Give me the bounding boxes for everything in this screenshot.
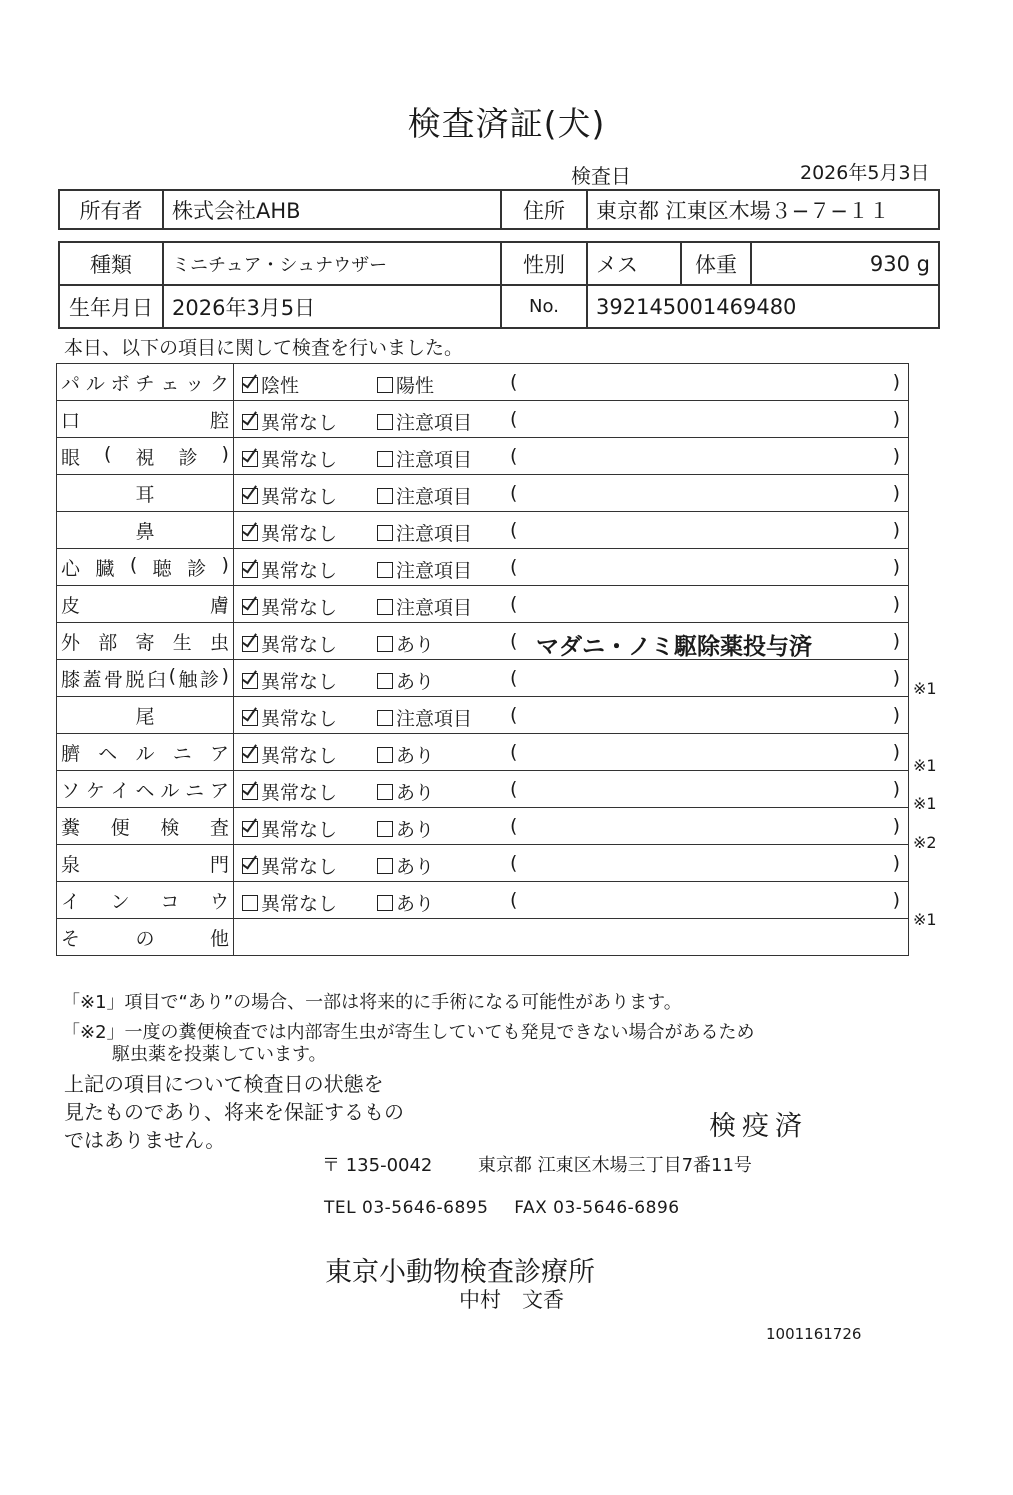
option-label: あり [396, 745, 435, 767]
footnote-1: 「※1」項目で“あり”の場合、一部は将来的に手術になる可能性があります。 [62, 992, 682, 1013]
document-number: 1001161726 [766, 1325, 862, 1343]
check-item-text: 尾 [135, 705, 155, 728]
option-label: 陽性 [396, 375, 435, 397]
option-label: 注意項目 [396, 523, 473, 545]
check-result [234, 660, 909, 697]
option-abnormal [377, 704, 472, 731]
option-abnormal [377, 630, 434, 657]
label-char: 脱 [125, 668, 145, 691]
label-char: 臓 [95, 557, 115, 580]
check-item-label [57, 734, 234, 771]
label-char: ( [129, 553, 138, 576]
label-char: 視 [135, 446, 155, 469]
footnote-mark: ※1 [913, 756, 937, 775]
paren-open: ( [510, 371, 518, 393]
label-char: パ [61, 372, 81, 395]
label-char: ア [209, 742, 229, 765]
paren-close: ) [892, 482, 900, 504]
weight-label: 体重 [681, 242, 751, 285]
label-char: ン [110, 890, 130, 913]
label-char: イ [110, 779, 130, 802]
checkbox [242, 414, 258, 430]
checkbox [242, 895, 258, 911]
intro-text: 本日、以下の項目に関して検査を行いました。 [64, 337, 464, 359]
check-item-text [61, 554, 229, 581]
option-label: 注意項目 [396, 412, 473, 434]
option-label: あり [396, 893, 435, 915]
caveat-line: 見たものであり、将来を保証するもの [64, 1100, 404, 1124]
check-result [234, 697, 909, 734]
label-char: ヘ [98, 742, 118, 765]
paren-close: ) [892, 778, 900, 800]
label-char: 他 [209, 927, 229, 950]
option-label: あり [396, 819, 435, 841]
label-char: ェ [160, 372, 180, 395]
option-label: 注意項目 [396, 560, 473, 582]
footnote-mark: ※1 [913, 679, 937, 699]
label-char: ア [209, 779, 229, 802]
check-item-text [61, 739, 229, 766]
option-label: 異常なし [261, 560, 338, 582]
label-char: ) [221, 664, 229, 687]
option-abnormal [377, 815, 434, 842]
label-char: 査 [209, 816, 229, 839]
label-char: 外 [61, 631, 81, 654]
label-char: 検 [160, 816, 180, 839]
owner-label: 所有者 [59, 190, 163, 229]
paren-open: ( [510, 704, 518, 726]
sex-value: メス [587, 242, 681, 285]
check-result [234, 438, 909, 475]
table-row [57, 845, 909, 882]
paren-open: ( [510, 519, 518, 541]
option-normal [242, 630, 337, 657]
checkbox [242, 525, 258, 541]
check-item-label [57, 586, 234, 623]
label-char: 便 [110, 816, 130, 839]
label-char: ル [135, 742, 155, 765]
check-item-text [61, 813, 229, 840]
document-title: 検査済証(犬) [407, 104, 606, 143]
option-normal [242, 408, 337, 435]
option-abnormal [377, 778, 434, 805]
label-char: 腔 [209, 409, 229, 432]
paren-open: ( [510, 741, 518, 763]
option-label: 注意項目 [396, 449, 473, 471]
checkbox [377, 488, 393, 504]
table-row [57, 512, 909, 549]
check-result [234, 623, 909, 660]
label-char: 骨 [104, 668, 124, 691]
check-item-text [61, 369, 229, 396]
check-item-label [57, 623, 234, 660]
label-char: ヘ [135, 779, 155, 802]
label-char: ウ [209, 890, 229, 913]
paren-close: ) [892, 445, 900, 467]
exam-date: 2026年5月3日 [800, 162, 930, 184]
check-result [234, 475, 909, 512]
caveat [64, 1070, 404, 1154]
checkbox [377, 710, 393, 726]
caveat-line: 上記の項目について検査日の状態を [64, 1072, 384, 1096]
check-item-label [57, 882, 234, 919]
label-char: 口 [61, 409, 81, 432]
label-char: 糞 [61, 816, 81, 839]
check-item-text [61, 443, 229, 470]
label-char: ル [160, 779, 180, 802]
table-row [57, 364, 909, 401]
checkbox [377, 377, 393, 393]
option-normal [242, 371, 299, 398]
footnote-mark: ※2 [913, 832, 937, 852]
breed-label: 種類 [59, 242, 163, 285]
label-char: ニ [172, 742, 192, 765]
label-char: ( [104, 442, 112, 465]
checkbox [242, 636, 258, 652]
option-normal [242, 593, 337, 620]
sex-label: 性別 [501, 242, 587, 285]
option-label: 異常なし [261, 486, 338, 508]
caveat-line: ではありません。 [64, 1128, 226, 1152]
option-abnormal [377, 519, 472, 546]
label-char: 皮 [61, 594, 81, 617]
checkbox [377, 747, 393, 763]
option-normal [242, 852, 337, 879]
table-row [57, 623, 909, 660]
option-normal [242, 704, 337, 731]
table-row [57, 882, 909, 919]
option-label: あり [396, 634, 435, 656]
check-note: マダニ・ノミ駆除薬投与済 [536, 634, 812, 660]
label-char: チ [135, 372, 155, 395]
clinic-address [322, 1151, 752, 1177]
table-row [57, 660, 909, 697]
check-item-text: 耳 [135, 483, 155, 506]
no-label: No. [501, 285, 587, 328]
checkbox [242, 710, 258, 726]
other-label [57, 919, 234, 956]
label-char: ケ [85, 779, 105, 802]
inspector-name: 中村 文香 [459, 1288, 564, 1312]
check-item-label [57, 697, 234, 734]
breed-value: ミニチュア・シュナウザー [163, 242, 501, 285]
checkbox [242, 858, 258, 874]
check-item-label [57, 808, 234, 845]
check-item-label [57, 438, 234, 475]
check-item-label [57, 549, 234, 586]
check-item-text [61, 776, 229, 803]
checkbox [242, 784, 258, 800]
pet-table [58, 241, 940, 329]
label-char: ボ [110, 372, 130, 395]
option-label: 異常なし [261, 782, 338, 804]
option-label: 異常なし [261, 523, 338, 545]
footnote-mark: ※1 [913, 794, 937, 814]
label-char: 診 [187, 557, 207, 580]
option-abnormal [377, 408, 472, 435]
tel-number: TEL 03-5646-6895 [324, 1198, 489, 1218]
option-label: 異常なし [261, 412, 338, 434]
checkbox [377, 895, 393, 911]
checkbox [242, 821, 258, 837]
label-char: そ [61, 927, 81, 950]
option-normal [242, 815, 337, 842]
table-row [57, 771, 909, 808]
postal-code: 〒 135-0042 [322, 1155, 433, 1176]
option-normal [242, 778, 337, 805]
contact-line [324, 1198, 680, 1218]
option-label: 異常なし [261, 893, 338, 915]
paren-open: ( [510, 778, 518, 800]
label-char: イ [61, 890, 81, 913]
check-result [234, 364, 909, 401]
check-item-label [57, 364, 234, 401]
option-label: 異常なし [261, 597, 338, 619]
option-abnormal [377, 371, 434, 398]
label-char: 部 [98, 631, 118, 654]
checkbox [377, 451, 393, 467]
check-result [234, 549, 909, 586]
footnote-mark: ※1 [913, 909, 937, 929]
address-label: 住所 [501, 190, 587, 229]
checkbox [377, 858, 393, 874]
option-abnormal [377, 889, 434, 916]
dob-label: 生年月日 [59, 285, 163, 328]
check-item-label [57, 512, 234, 549]
check-item-text [61, 406, 229, 433]
label-char: 触 [178, 668, 198, 691]
table-row [57, 734, 909, 771]
option-label: 異常なし [261, 634, 338, 656]
check-item-text [61, 850, 229, 877]
paren-open: ( [510, 445, 518, 467]
other-value [234, 919, 909, 956]
check-result [234, 586, 909, 623]
paren-close: ) [892, 667, 900, 689]
option-label: 注意項目 [396, 486, 473, 508]
table-row [57, 438, 909, 475]
option-label: 異常なし [261, 745, 338, 767]
paren-close: ) [892, 519, 900, 541]
street-address: 東京都 江東区木場三丁目7番11号 [477, 1155, 752, 1176]
paren-open: ( [510, 889, 518, 911]
label-char: 蓋 [82, 668, 102, 691]
option-label: あり [396, 782, 435, 804]
paren-close: ) [892, 371, 900, 393]
label-char: 臼 [147, 668, 167, 691]
option-label: 異常なし [261, 671, 338, 693]
label-char: 膚 [209, 594, 229, 617]
paren-close: ) [892, 556, 900, 578]
option-normal [242, 482, 337, 509]
checkbox [377, 599, 393, 615]
dob-value: 2026年3月5日 [163, 285, 501, 328]
label-char: ( [168, 664, 176, 687]
check-item-label [57, 771, 234, 808]
label-char: 心 [61, 557, 81, 580]
checkbox [242, 377, 258, 393]
label-char: 診 [178, 446, 198, 469]
check-item-label [57, 660, 234, 697]
other-label-text [61, 924, 229, 951]
microchip-no: 392145001469480 [587, 285, 939, 328]
label-char: ソ [61, 779, 81, 802]
owner-value: 株式会社AHB [163, 190, 501, 229]
label-char: 虫 [209, 631, 229, 654]
paren-close: ) [892, 889, 900, 911]
option-abnormal [377, 593, 472, 620]
checkbox [242, 747, 258, 763]
checkbox [242, 599, 258, 615]
option-label: 陰性 [261, 375, 300, 397]
checkbox [242, 451, 258, 467]
check-result [234, 882, 909, 919]
label-char: 寄 [135, 631, 155, 654]
check-item-label [57, 475, 234, 512]
check-item-label [57, 845, 234, 882]
option-abnormal [377, 445, 472, 472]
option-abnormal [377, 852, 434, 879]
paren-close: ) [892, 815, 900, 837]
checkbox [377, 784, 393, 800]
checkbox [377, 821, 393, 837]
option-label: 異常なし [261, 708, 338, 730]
option-normal [242, 889, 337, 916]
paren-open: ( [510, 667, 518, 689]
label-char: 膝 [61, 668, 81, 691]
option-label: あり [396, 671, 435, 693]
option-normal [242, 519, 337, 546]
clinic-name: 東京小動物検査診療所 [325, 1257, 595, 1288]
check-item-text [61, 628, 229, 655]
paren-open: ( [510, 556, 518, 578]
paren-close: ) [892, 852, 900, 874]
paren-close: ) [892, 593, 900, 615]
quarantine-stamp: 検疫済 [709, 1111, 808, 1142]
table-row [57, 475, 909, 512]
owner-address: 東京都 江東区木場３−７−１１ [587, 190, 939, 229]
label-char: の [135, 927, 155, 950]
option-normal [242, 556, 337, 583]
option-abnormal [377, 556, 472, 583]
label-char: ル [85, 372, 105, 395]
check-result [234, 401, 909, 438]
label-char: 眼 [61, 446, 81, 469]
check-item-text [61, 591, 229, 618]
label-char: ク [209, 372, 229, 395]
check-item-text [61, 665, 229, 692]
checkbox [242, 488, 258, 504]
owner-table [58, 189, 940, 230]
check-result [234, 734, 909, 771]
table-row [57, 697, 909, 734]
footnote-2-cont: 駆虫薬を投薬しています。 [112, 1044, 327, 1065]
table-row [57, 808, 909, 845]
label-char: ッ [185, 372, 205, 395]
check-result [234, 771, 909, 808]
checkbox [377, 636, 393, 652]
option-abnormal [377, 667, 434, 694]
checkbox [377, 562, 393, 578]
label-char: 泉 [61, 853, 81, 876]
check-item-label [57, 401, 234, 438]
check-item-text [61, 887, 229, 914]
paren-close: ) [892, 741, 900, 763]
fax-number: FAX 03-5646-6896 [514, 1198, 680, 1218]
paren-open: ( [510, 815, 518, 837]
label-char: 診 [200, 668, 220, 691]
checkbox [377, 673, 393, 689]
label-char: ) [221, 442, 229, 465]
check-result [234, 512, 909, 549]
checkbox [377, 525, 393, 541]
option-label: 異常なし [261, 819, 338, 841]
option-normal [242, 741, 337, 768]
paren-close: ) [892, 408, 900, 430]
option-label: 異常なし [261, 856, 338, 878]
label-char: 臍 [61, 742, 81, 765]
checkbox [242, 673, 258, 689]
paren-open: ( [510, 630, 518, 652]
check-item-text: 鼻 [135, 520, 155, 543]
check-result [234, 845, 909, 882]
paren-open: ( [510, 593, 518, 615]
paren-open: ( [510, 408, 518, 430]
label-char: ニ [185, 779, 205, 802]
checkbox [377, 414, 393, 430]
exam-date-label: 検査日 [571, 164, 631, 188]
table-row [57, 586, 909, 623]
option-label: 注意項目 [396, 597, 473, 619]
option-label: 異常なし [261, 449, 338, 471]
label-char: コ [160, 890, 180, 913]
paren-close: ) [892, 630, 900, 652]
paren-open: ( [510, 482, 518, 504]
option-label: あり [396, 856, 435, 878]
label-char: 聴 [152, 557, 172, 580]
option-abnormal [377, 482, 472, 509]
weight-value: 930 g [751, 242, 939, 285]
inspection-table [56, 363, 909, 956]
option-normal [242, 667, 337, 694]
table-row [57, 549, 909, 586]
check-result [234, 808, 909, 845]
option-label: 注意項目 [396, 708, 473, 730]
footnote-2: 「※2」一度の糞便検査では内部寄生虫が寄生していても発見できない場合があるため [62, 1022, 755, 1043]
checkbox [242, 562, 258, 578]
option-normal [242, 445, 337, 472]
label-char: 門 [209, 853, 229, 876]
paren-open: ( [510, 852, 518, 874]
paren-close: ) [892, 704, 900, 726]
table-row [57, 401, 909, 438]
option-abnormal [377, 741, 434, 768]
label-char: 生 [172, 631, 192, 654]
label-char: ) [221, 553, 229, 576]
